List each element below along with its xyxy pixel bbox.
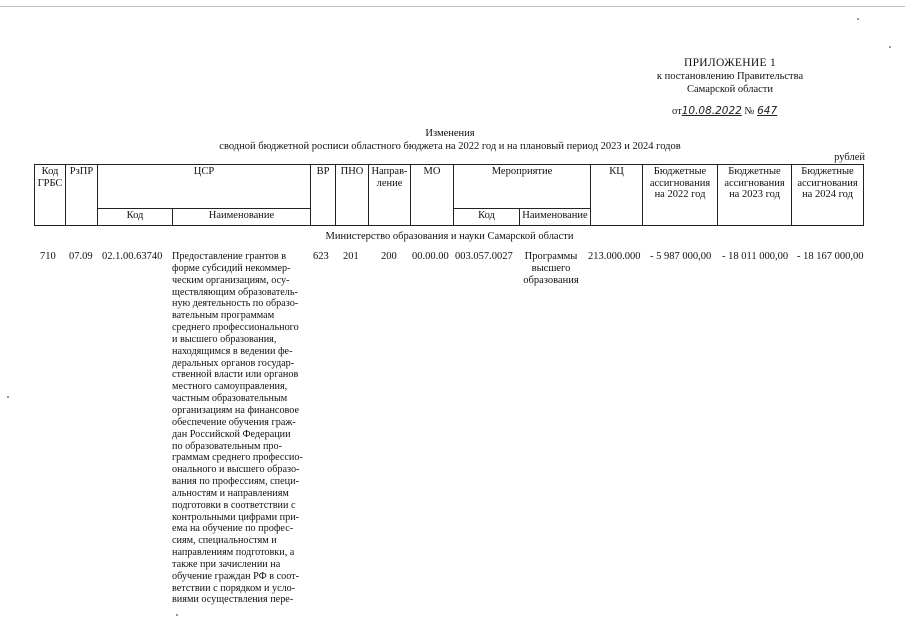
- row-mo: 00.00.00: [412, 251, 449, 262]
- units-label: рублей: [834, 152, 865, 163]
- csr-name-line: по образовательным про-: [172, 440, 283, 452]
- row-alloc-2022: - 5 987 000,00: [650, 251, 712, 262]
- from-label: от: [672, 106, 682, 117]
- csr-name-line: также при зачислении на: [172, 558, 281, 570]
- row-event-code: 003.057.0027: [455, 251, 513, 262]
- title-line-2: сводной бюджетной росписи областного бюджета на 2022 год и на плановый период 2023 и 2024 годов: [219, 141, 681, 152]
- csr-name-line: альностям и направлениям: [172, 487, 289, 499]
- row-direction: 200: [381, 251, 397, 262]
- row-vr: 623: [313, 251, 329, 262]
- row-alloc-2024: - 18 167 000,00: [797, 251, 864, 262]
- scan-speck: [889, 46, 891, 48]
- row-alloc-2023: - 18 011 000,00: [722, 251, 789, 262]
- row-rzpr: 07.09: [69, 251, 93, 262]
- csr-name-line: обучение граждан РФ в соот-: [172, 570, 299, 582]
- csr-name-line: ственной власти или органов: [172, 369, 299, 381]
- csr-name-line: ную деятельность по образо-: [172, 298, 299, 310]
- csr-name-line: сиям, специальностям и: [172, 535, 277, 547]
- header-kod-grbs: Код ГРБС: [35, 165, 66, 226]
- csr-name-line: виями осуществления пере-: [172, 594, 294, 606]
- appendix-block: [600, 57, 860, 96]
- row-csr-name: [172, 251, 306, 606]
- csr-name-line: онального и высшего образо-: [172, 464, 300, 476]
- header-alloc-2023: Бюджетные ассигнования на 2023 год: [718, 165, 792, 226]
- csr-name-line: контрольными цифрами при-: [172, 511, 300, 523]
- row-event-name: Программы высшего образования: [523, 251, 579, 286]
- resolution-reference: [672, 105, 777, 117]
- row-kod-grbs: 710: [40, 251, 56, 262]
- csr-name-line: среднего профессионального: [172, 322, 299, 334]
- appendix-line-2: Самарской области: [687, 84, 773, 95]
- number-label: №: [744, 106, 755, 117]
- csr-name-line: деральных органов государ-: [172, 357, 295, 369]
- csr-name-line: вательным программам: [172, 310, 275, 322]
- csr-name-line: граммам среднего профессио-: [172, 452, 303, 464]
- header-pno: ПНО: [336, 165, 369, 226]
- header-kc: КЦ: [591, 165, 643, 226]
- csr-name-line: направлениям подготовки, а: [172, 547, 295, 559]
- title-line-1: Изменения: [425, 128, 475, 139]
- row-csr-code: 02.1.00.63740: [102, 251, 163, 262]
- header-vr: ВР: [311, 165, 336, 226]
- csr-name-line: дан Российской Федерации: [172, 428, 291, 440]
- header-table: [34, 164, 864, 226]
- appendix-line-1: к постановлению Правительства: [656, 71, 804, 82]
- csr-name-line: ществляющим образователь-: [172, 286, 298, 298]
- header-event: Мероприятие: [454, 165, 591, 209]
- scan-speck: [7, 396, 9, 398]
- header-csr-name: Наименование: [173, 209, 311, 226]
- header-csr-code: Код: [98, 209, 173, 226]
- header-event-name: Наименование: [520, 209, 591, 226]
- csr-name-line: организациям на финансовое: [172, 404, 300, 416]
- csr-name-line: Предоставление грантов в: [172, 251, 287, 262]
- header-alloc-2024: Бюджетные ассигнования на 2024 год: [792, 165, 864, 226]
- resolution-date: 10.08.2022: [681, 105, 742, 117]
- csr-name-line: частным образовательным: [172, 393, 288, 405]
- appendix-title: ПРИЛОЖЕНИЕ 1: [683, 57, 776, 69]
- header-direction: Направ-ление: [369, 165, 411, 226]
- scan-top-edge: [0, 6, 905, 7]
- csr-name-line: ветствии с порядком и усло-: [172, 582, 296, 594]
- ministry-section-title: Министерство образования и науки Самарской области: [325, 231, 574, 242]
- header-rzpr: РзПР: [66, 165, 98, 226]
- row-kc: 213.000.000: [588, 251, 641, 262]
- scan-speck: [176, 614, 178, 616]
- csr-name-line: форме субсидий некоммер-: [172, 262, 291, 274]
- csr-name-line: подготовки в соответствии с: [172, 499, 296, 511]
- csr-name-line: обеспечение обучения граж-: [172, 416, 296, 428]
- document-title: [150, 127, 750, 153]
- resolution-number: 647: [757, 105, 778, 117]
- header-csr: ЦСР: [98, 165, 311, 209]
- header-mo: МО: [411, 165, 454, 226]
- csr-name-line: и высшего образования,: [172, 333, 277, 345]
- csr-name-line: ческим организациям, осу-: [172, 274, 290, 286]
- csr-name-line: находящимся в ведении фе-: [172, 345, 293, 357]
- csr-name-line: вания по профессиям, специ-: [172, 476, 299, 488]
- row-pno: 201: [343, 251, 359, 262]
- csr-name-line: местного самоуправления,: [172, 381, 288, 393]
- csr-name-line: ема на обучение по профес-: [172, 523, 294, 535]
- header-event-code: Код: [454, 209, 520, 226]
- header-alloc-2022: Бюджетные ассигнования на 2022 год: [643, 165, 718, 226]
- scan-speck: [857, 18, 859, 20]
